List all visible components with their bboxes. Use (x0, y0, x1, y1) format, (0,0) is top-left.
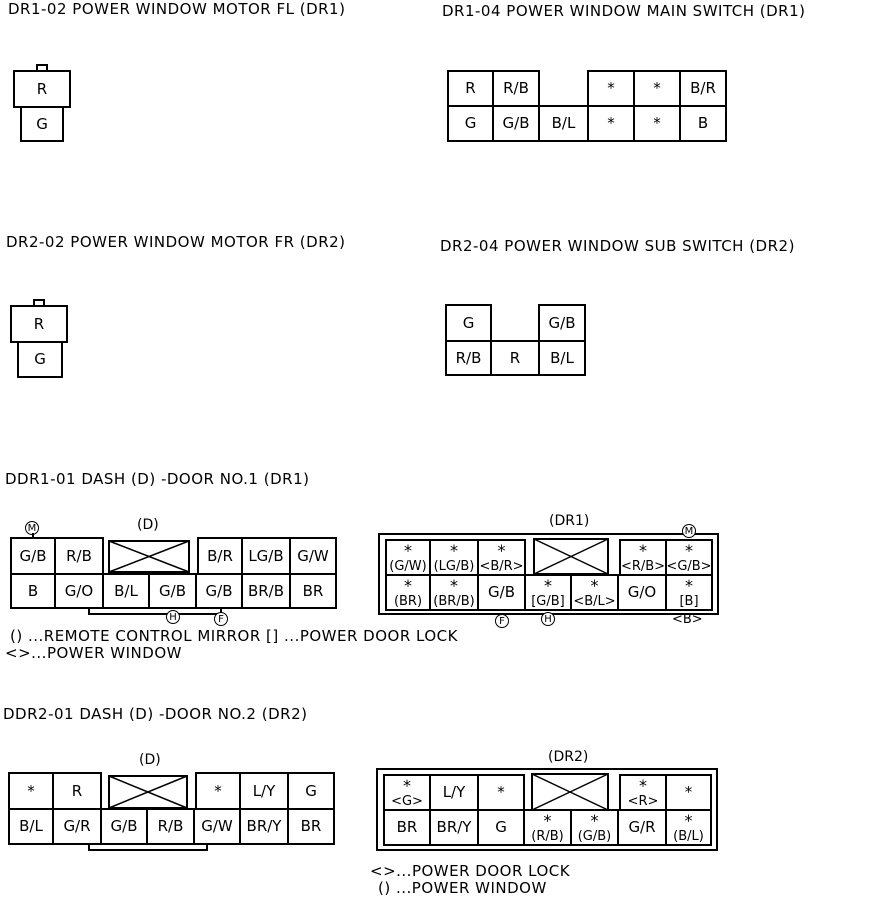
terminal: * (G/W) (385, 539, 431, 576)
terminal: G/O (617, 574, 667, 611)
mark-h: H (166, 610, 180, 624)
terminal: * (195, 772, 241, 810)
title-ddr1-01: DDR1-01 DASH (D) -DOOR NO.1 (DR1) (5, 470, 310, 488)
terminal: * <G> (383, 774, 431, 811)
legend-ddr1-line1: () ...REMOTE CONTROL MIRROR [] ...POWER DOOR LOCK (10, 627, 458, 645)
bracket (206, 845, 208, 851)
mark-f: F (214, 612, 228, 626)
terminal: G/B (148, 573, 197, 609)
terminal: * (477, 774, 525, 811)
terminal: R (447, 70, 494, 107)
terminal: * (LG/B) (429, 539, 479, 576)
legend-ddr2-line2: () ...POWER WINDOW (378, 879, 547, 897)
terminal: R (52, 772, 102, 810)
cavity-blank (108, 540, 190, 573)
terminal: * (8, 772, 54, 810)
terminal: G/B (195, 573, 243, 609)
terminal: * <G/B> (665, 539, 713, 576)
terminal-bottom: G (20, 106, 64, 142)
terminal: B/L (8, 808, 54, 845)
title-dr2-04: DR2-04 POWER WINDOW SUB SWITCH (DR2) (440, 237, 795, 255)
terminal: G (287, 772, 335, 810)
terminal: B/R (679, 70, 727, 107)
cavity-blank (533, 538, 609, 575)
terminal: * (633, 70, 681, 107)
d-label: (D) (139, 752, 161, 768)
terminal: B/L (102, 573, 150, 609)
terminal: * (587, 70, 635, 107)
terminal: G/O (54, 573, 104, 609)
d-label: (D) (137, 517, 159, 533)
title-ddr2-01: DDR2-01 DASH (D) -DOOR NO.2 (DR2) (3, 705, 308, 723)
dr2-label: (DR2) (548, 749, 589, 765)
terminal: BR (287, 808, 335, 845)
terminal: B/L (538, 340, 586, 376)
terminal: R (490, 340, 540, 376)
legend-ddr2-line1: <>...POWER DOOR LOCK (370, 862, 571, 880)
terminal: R/B (54, 537, 104, 575)
terminal: L/Y (239, 772, 289, 810)
terminal: L/Y (429, 774, 479, 811)
terminal: G/W (193, 808, 241, 845)
below-b-label: <B> (672, 612, 703, 627)
bracket (88, 849, 208, 851)
terminal: B/R (197, 537, 243, 575)
terminal: G/B (100, 808, 148, 845)
terminal: * (BR) (385, 574, 431, 611)
bracket (88, 613, 222, 615)
terminal: R/B (492, 70, 540, 107)
terminal: BR/Y (429, 809, 479, 846)
terminal: G (445, 304, 492, 342)
terminal: R/B (445, 340, 492, 376)
terminal: * (R/B) (523, 809, 572, 846)
cavity-blank (531, 773, 609, 811)
terminal: BR (289, 573, 337, 609)
terminal: BR/Y (239, 808, 289, 845)
terminal: * <R> (619, 774, 667, 811)
terminal: LG/B (241, 537, 291, 575)
terminal: * [B] (665, 574, 713, 611)
terminal: G/R (52, 808, 102, 845)
terminal-top: R (10, 305, 68, 343)
title-dr1-04: DR1-04 POWER WINDOW MAIN SWITCH (DR1) (442, 2, 806, 20)
terminal: G (477, 809, 525, 846)
title-dr2-02: DR2-02 POWER WINDOW MOTOR FR (DR2) (6, 233, 346, 251)
terminal: G/W (289, 537, 337, 575)
terminal: G/B (477, 574, 526, 611)
terminal: BR/B (241, 573, 291, 609)
terminal: G/B (538, 304, 586, 342)
terminal: * (665, 774, 712, 811)
cavity-blank (108, 775, 188, 809)
mark-h: H (541, 612, 555, 626)
dr1-label: (DR1) (549, 513, 590, 529)
terminal: * (G/B) (570, 809, 619, 846)
terminal: B/L (538, 105, 589, 142)
terminal: * <B/L> (570, 574, 619, 611)
terminal: * [G/B] (524, 574, 572, 611)
terminal-bottom: G (17, 341, 63, 378)
terminal-top: R (13, 70, 71, 108)
legend-ddr1-line2: <>...POWER WINDOW (5, 644, 182, 662)
terminal: B (10, 573, 56, 609)
terminal: B (679, 105, 727, 142)
terminal: * (633, 105, 681, 142)
terminal: BR (383, 809, 431, 846)
terminal: R/B (146, 808, 195, 845)
mark-f: F (495, 614, 509, 628)
terminal: * (587, 105, 635, 142)
terminal: G/R (617, 809, 667, 846)
terminal: G/B (10, 537, 56, 575)
terminal: * (BR/B) (429, 574, 479, 611)
terminal: G (447, 105, 494, 142)
mark-m: M (682, 524, 696, 538)
terminal: G/B (492, 105, 540, 142)
terminal: * <B/R> (477, 539, 526, 576)
terminal: * <R/B> (619, 539, 667, 576)
terminal: * (B/L) (665, 809, 712, 846)
title-dr1-02: DR1-02 POWER WINDOW MOTOR FL (DR1) (8, 0, 346, 18)
mark-m: M (25, 521, 39, 535)
